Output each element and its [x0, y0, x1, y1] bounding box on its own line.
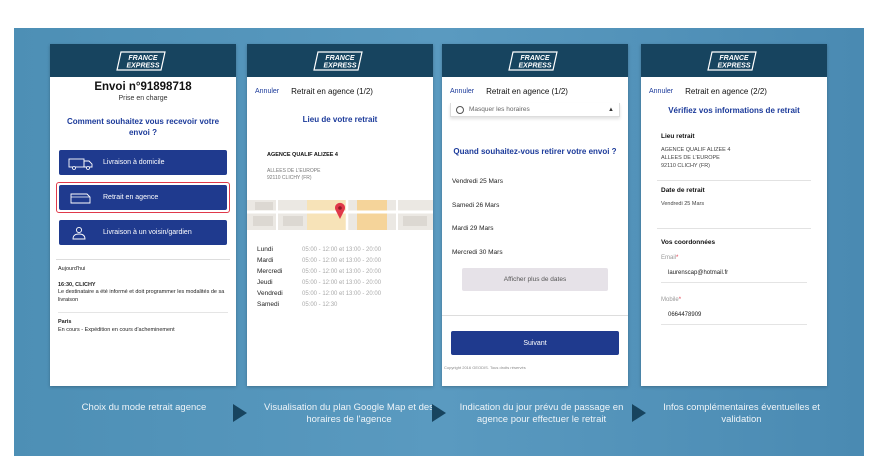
opening-hours	[247, 244, 433, 310]
map-pin-icon	[334, 202, 346, 220]
agency-pickup-button[interactable]	[59, 185, 227, 210]
caret-up-icon: ▲	[608, 106, 614, 113]
box-icon	[67, 191, 95, 205]
date-question: Quand souhaitez-vous retirer votre envoi ?	[453, 147, 617, 156]
date-option[interactable]: Mardi 29 Mars	[452, 225, 494, 233]
section-title: Lieu de votre retrait	[302, 115, 378, 124]
france-express-logo-icon	[310, 49, 370, 73]
divider	[657, 180, 811, 181]
address-line: 92110 CLICHY (FR)	[267, 175, 312, 181]
pickup-date-block	[641, 187, 827, 208]
history-time: 16:30, CLICHY	[58, 281, 96, 288]
pickup-place-block	[641, 133, 827, 170]
pickup-place-line: AGENCE QUALIF ALIZEE 4	[661, 147, 731, 153]
divider	[442, 315, 628, 316]
date-option[interactable]: Vendredi 25 Mars	[452, 178, 503, 186]
hours-row: Jeudi 05:00 - 12:00 et 13:00 - 20:00	[257, 279, 382, 286]
date-option[interactable]: Samedi 26 Mars	[452, 201, 500, 209]
neighbor-delivery-label: Livraison à un voisin/gardien	[103, 229, 192, 236]
address-line: ALLEES DE L'EUROPE	[267, 168, 321, 174]
nav-title: Retrait en agence (2/2)	[685, 86, 767, 96]
app-header	[50, 44, 236, 77]
pickup-place-line: ALLEES DE L'EUROPE	[661, 155, 720, 161]
nav-bar	[442, 79, 628, 103]
history-city: Paris	[58, 319, 72, 325]
dropdown-label: Masquer les horaires	[469, 106, 530, 113]
field-underline	[661, 324, 807, 325]
arrow-right-icon	[233, 404, 247, 422]
history-status: En cours - Expédition en cours d'acheminement	[58, 326, 175, 333]
france-express-logo-icon	[113, 49, 173, 73]
pickup-date-value: Vendredi 25 Mars	[661, 201, 705, 207]
svg-text:EXPRESS: EXPRESS	[126, 62, 160, 69]
show-more-dates-button[interactable]: Afficher plus de dates	[462, 268, 608, 291]
agency-name: AGENCE QUALIF ALIZEE 4	[267, 152, 338, 158]
svg-text:FRANCE: FRANCE	[325, 54, 355, 62]
home-delivery-label: Livraison à domicile	[103, 159, 165, 166]
svg-text:FRANCE: FRANCE	[128, 54, 158, 62]
verify-title: Vérifiez vos informations de retrait	[668, 106, 800, 115]
cancel-link[interactable]: Annuler	[450, 87, 475, 95]
svg-text:EXPRESS: EXPRESS	[323, 62, 357, 69]
cancel-link[interactable]: Annuler	[255, 87, 280, 95]
pickup-place-label: Lieu retrait	[661, 133, 695, 140]
hours-row: Mercredi 05:00 - 12:00 et 13:00 - 20:00	[257, 268, 382, 275]
google-map[interactable]	[247, 200, 433, 230]
mobile-label: Mobile*	[661, 297, 682, 303]
hours-row: Lundi 05:00 - 12:00 et 13:00 - 20:00	[257, 246, 382, 253]
caption-step-4: Infos complémentaires éventuelles et validation	[663, 402, 820, 425]
presentation-backdrop	[14, 28, 864, 456]
shipment-title: Envoi n°91898718	[94, 81, 192, 93]
nav-bar	[247, 79, 433, 103]
hide-hours-dropdown[interactable]	[450, 103, 620, 117]
divider	[56, 259, 230, 260]
app-header	[247, 44, 433, 77]
history-message: Le destinataire a été informé et doit programmer les modalités de sa livraison	[58, 289, 225, 303]
france-express-logo-icon	[704, 49, 764, 73]
pickup-date-label: Date de retrait	[661, 187, 705, 194]
arrow-right-icon	[632, 404, 646, 422]
contact-block	[641, 239, 827, 325]
screen-confirm-info	[641, 44, 827, 386]
france-express-logo-icon	[505, 49, 565, 73]
clock-icon	[456, 106, 464, 114]
svg-text:FRANCE: FRANCE	[520, 54, 550, 62]
app-header	[641, 44, 827, 77]
email-label: Email*	[661, 255, 679, 261]
mobile-field[interactable]: 0664478909	[668, 312, 702, 318]
history-date: Aujourd'hui	[58, 266, 86, 272]
nav-title: Retrait en agence (1/2)	[291, 86, 373, 96]
copyright-text: Copyright 2016 GEODIS. Tous droits réservés	[444, 365, 526, 370]
home-delivery-button[interactable]	[59, 150, 227, 175]
field-underline	[661, 282, 807, 283]
screen-pickup-date	[442, 44, 628, 386]
svg-text:EXPRESS: EXPRESS	[717, 62, 751, 69]
hours-row: Samedi 05:00 - 12:30	[257, 301, 338, 308]
divider	[657, 228, 811, 229]
cancel-link[interactable]: Annuler	[649, 87, 674, 95]
tracking-history	[50, 266, 236, 334]
svg-text:FRANCE: FRANCE	[719, 54, 749, 62]
pickup-place-line: 92110 CLICHY (FR)	[661, 163, 711, 169]
nav-bar	[641, 79, 827, 103]
truck-icon	[67, 156, 95, 170]
screen-agency-location	[247, 44, 433, 386]
app-header	[442, 44, 628, 77]
selected-option-highlight	[56, 182, 230, 213]
date-list	[442, 170, 628, 264]
arrow-right-icon	[432, 404, 446, 422]
next-button[interactable]: Suivant	[451, 331, 619, 355]
svg-text:EXPRESS: EXPRESS	[518, 62, 552, 69]
date-option[interactable]: Mercredi 30 Mars	[452, 248, 503, 256]
hours-row: Vendredi 05:00 - 12:00 et 13:00 - 20:00	[257, 290, 382, 297]
caption-step-1: Choix du mode retrait agence	[81, 402, 207, 413]
hours-row: Mardi 05:00 - 12:00 et 13:00 - 20:00	[257, 257, 382, 264]
agency-address	[247, 168, 433, 182]
delivery-question: Comment souhaitez vous recevoir votre envoi ?	[66, 117, 220, 137]
shipment-status: Prise en charge	[118, 95, 168, 102]
email-field[interactable]: laurenscap@hotmail.fr	[668, 270, 729, 276]
divider	[58, 312, 228, 313]
screen-choose-mode	[50, 44, 236, 386]
person-icon	[67, 226, 95, 240]
step-captions	[14, 394, 864, 454]
nav-title: Retrait en agence (1/2)	[486, 86, 568, 96]
neighbor-delivery-button[interactable]	[59, 220, 227, 245]
agency-pickup-label: Retrait en agence	[103, 194, 159, 201]
contact-label: Vos coordonnées	[661, 239, 716, 246]
caption-step-2: Visualisation du plan Google Map et des horaires de l'agence	[264, 402, 434, 425]
caption-step-3: Indication du jour prévu de passage en agence pour effectuer le retrait	[459, 402, 624, 425]
